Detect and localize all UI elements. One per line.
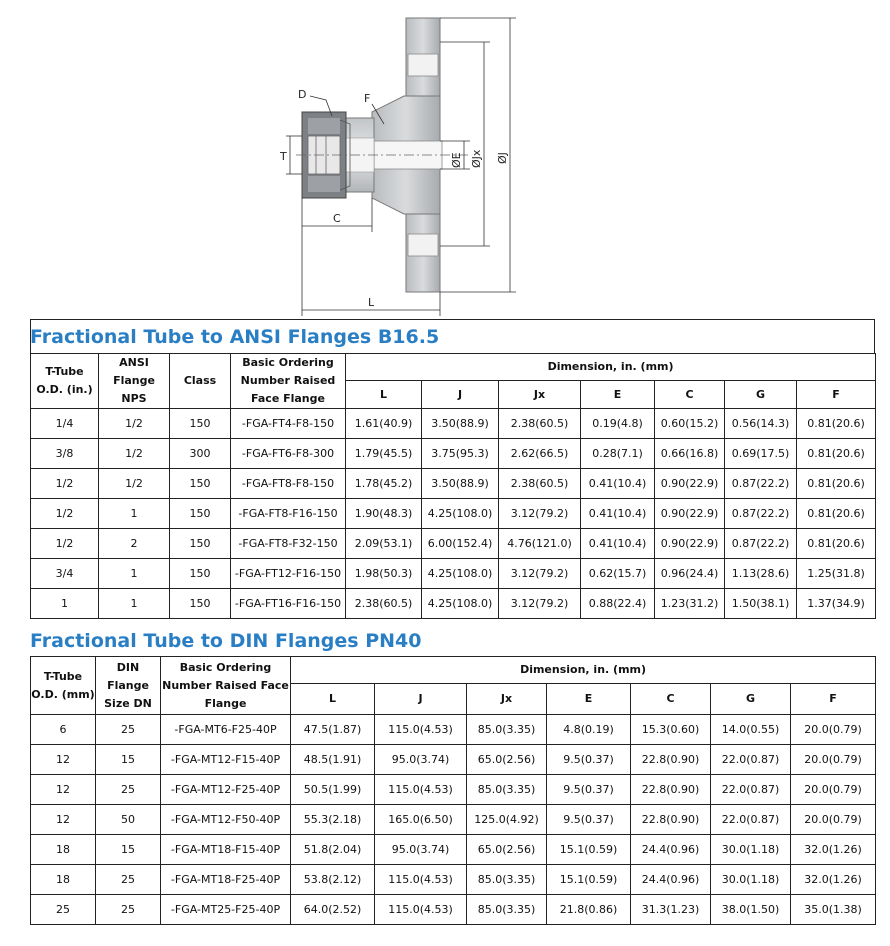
label-jx: ØJx <box>470 149 483 168</box>
table-cell: 6 <box>31 715 96 745</box>
table-cell: 15 <box>96 835 161 865</box>
table-row <box>31 439 876 469</box>
label-j: ØJ <box>496 152 509 164</box>
table-cell: 15.1(0.59) <box>547 865 631 895</box>
table-cell: 95.0(3.74) <box>375 835 467 865</box>
table-cell: 150 <box>170 589 231 619</box>
table-cell: 3.12(79.2) <box>499 589 581 619</box>
table-row <box>31 589 876 619</box>
table-cell: 3.12(79.2) <box>499 499 581 529</box>
table-cell: 0.90(22.9) <box>655 499 725 529</box>
table-cell: 31.3(1.23) <box>631 895 711 925</box>
din-header-dim-c: C <box>631 684 711 715</box>
table-cell: 14.0(0.55) <box>711 715 791 745</box>
table-row <box>31 409 876 439</box>
din-header-dim-jx: Jx <box>467 684 547 715</box>
table-cell: 1 <box>99 499 170 529</box>
table-row <box>31 499 876 529</box>
table-cell: -FGA-FT16-F16-150 <box>231 589 346 619</box>
table-cell: 48.5(1.91) <box>291 745 375 775</box>
table-cell: 0.41(10.4) <box>581 469 655 499</box>
table-cell: 22.0(0.87) <box>711 805 791 835</box>
table-cell: 35.0(1.38) <box>791 895 876 925</box>
table-cell: 150 <box>170 499 231 529</box>
table-cell: -FGA-FT8-F16-150 <box>231 499 346 529</box>
table-cell: 0.88(22.4) <box>581 589 655 619</box>
table-cell: 0.81(20.6) <box>797 469 876 499</box>
table-cell: 0.87(22.2) <box>725 499 797 529</box>
table-cell: 24.4(0.96) <box>631 835 711 865</box>
ansi-header-dim-f: F <box>797 381 876 409</box>
table-cell: 32.0(1.26) <box>791 835 876 865</box>
table-cell: 300 <box>170 439 231 469</box>
din-header-dim-g: G <box>711 684 791 715</box>
ansi-header-dim-c: C <box>655 381 725 409</box>
table-cell: 4.25(108.0) <box>422 589 499 619</box>
din-header-dim-j: J <box>375 684 467 715</box>
table-row <box>31 715 876 745</box>
table-cell: 25 <box>96 865 161 895</box>
table-cell: 1.13(28.6) <box>725 559 797 589</box>
table-cell: 2.38(60.5) <box>499 409 581 439</box>
table-cell: 0.90(22.9) <box>655 469 725 499</box>
table-cell: 1.25(31.8) <box>797 559 876 589</box>
table-cell: -FGA-FT12-F16-150 <box>231 559 346 589</box>
table-cell: 21.8(0.86) <box>547 895 631 925</box>
table-cell: -FGA-FT4-F8-150 <box>231 409 346 439</box>
table-cell: 0.96(24.4) <box>655 559 725 589</box>
table-cell: 50.5(1.99) <box>291 775 375 805</box>
table-cell: 95.0(3.74) <box>375 745 467 775</box>
table-cell: 150 <box>170 469 231 499</box>
table-cell: 9.5(0.37) <box>547 775 631 805</box>
ansi-table-body <box>31 409 876 619</box>
din-section-title: Fractional Tube to DIN Flanges PN40 <box>30 630 422 652</box>
din-header-flange-size: DIN Flange Size DN <box>96 657 161 715</box>
table-cell: 22.0(0.87) <box>711 745 791 775</box>
table-cell: 1.37(34.9) <box>797 589 876 619</box>
table-cell: 1.78(45.2) <box>346 469 422 499</box>
table-cell: 22.8(0.90) <box>631 745 711 775</box>
table-cell: 15.1(0.59) <box>547 835 631 865</box>
table-row <box>31 865 876 895</box>
table-cell: 0.87(22.2) <box>725 529 797 559</box>
table-cell: 2.38(60.5) <box>499 469 581 499</box>
din-header-dim-f: F <box>791 684 876 715</box>
table-cell: 1/2 <box>31 499 99 529</box>
table-row <box>31 559 876 589</box>
table-cell: 0.41(10.4) <box>581 499 655 529</box>
table-cell: 12 <box>31 745 96 775</box>
table-cell: 1.79(45.5) <box>346 439 422 469</box>
table-cell: 1.90(48.3) <box>346 499 422 529</box>
table-cell: 1/2 <box>99 469 170 499</box>
table-cell: 22.8(0.90) <box>631 805 711 835</box>
table-cell: 9.5(0.37) <box>547 805 631 835</box>
table-cell: 125.0(4.92) <box>467 805 547 835</box>
table-cell: 65.0(2.56) <box>467 745 547 775</box>
table-cell: 85.0(3.35) <box>467 715 547 745</box>
ansi-header-dim-g: G <box>725 381 797 409</box>
table-cell: 2.09(53.1) <box>346 529 422 559</box>
table-cell: 25 <box>96 715 161 745</box>
table-cell: 4.25(108.0) <box>422 559 499 589</box>
din-header-dim-l: L <box>291 684 375 715</box>
table-cell: 22.0(0.87) <box>711 775 791 805</box>
table-cell: 85.0(3.35) <box>467 865 547 895</box>
table-cell: 115.0(4.53) <box>375 775 467 805</box>
table-cell: 20.0(0.79) <box>791 715 876 745</box>
table-cell: -FGA-MT18-F15-40P <box>161 835 291 865</box>
flange-cross-section-drawing <box>0 0 890 320</box>
table-cell: 30.0(1.18) <box>711 865 791 895</box>
table-cell: 1/2 <box>99 439 170 469</box>
label-e: ØE <box>450 152 463 168</box>
table-cell: 25 <box>31 895 96 925</box>
label-f: F <box>364 92 371 105</box>
din-dimension-table <box>30 656 876 925</box>
table-cell: 2.38(60.5) <box>346 589 422 619</box>
table-cell: 0.81(20.6) <box>797 439 876 469</box>
ansi-dimension-table <box>30 353 876 619</box>
ansi-header-dim-l: L <box>346 381 422 409</box>
ansi-header-dim-e: E <box>581 381 655 409</box>
table-cell: 1/2 <box>31 529 99 559</box>
table-cell: 1/2 <box>31 469 99 499</box>
table-cell: 85.0(3.35) <box>467 895 547 925</box>
table-cell: 50 <box>96 805 161 835</box>
table-cell: 6.00(152.4) <box>422 529 499 559</box>
table-cell: 115.0(4.53) <box>375 865 467 895</box>
frame-top-rule <box>30 319 875 320</box>
table-cell: 0.66(16.8) <box>655 439 725 469</box>
table-cell: -FGA-FT6-F8-300 <box>231 439 346 469</box>
table-row <box>31 469 876 499</box>
table-cell: 51.8(2.04) <box>291 835 375 865</box>
table-cell: 3.75(95.3) <box>422 439 499 469</box>
table-cell: 4.25(108.0) <box>422 499 499 529</box>
table-cell: 3.50(88.9) <box>422 469 499 499</box>
table-cell: 0.60(15.2) <box>655 409 725 439</box>
table-cell: 4.8(0.19) <box>547 715 631 745</box>
table-cell: 18 <box>31 835 96 865</box>
table-cell: 32.0(1.26) <box>791 865 876 895</box>
table-cell: 85.0(3.35) <box>467 775 547 805</box>
table-cell: 20.0(0.79) <box>791 775 876 805</box>
ansi-section-title: Fractional Tube to ANSI Flanges B16.5 <box>30 326 440 348</box>
table-cell: -FGA-FT8-F32-150 <box>231 529 346 559</box>
din-table-body <box>31 715 876 925</box>
table-cell: 150 <box>170 559 231 589</box>
table-cell: 115.0(4.53) <box>375 715 467 745</box>
table-cell: 115.0(4.53) <box>375 895 467 925</box>
table-cell: 0.62(15.7) <box>581 559 655 589</box>
table-cell: 38.0(1.50) <box>711 895 791 925</box>
table-cell: 0.19(4.8) <box>581 409 655 439</box>
table-cell: 1.50(38.1) <box>725 589 797 619</box>
table-cell: 55.3(2.18) <box>291 805 375 835</box>
table-cell: 12 <box>31 805 96 835</box>
table-cell: 22.8(0.90) <box>631 775 711 805</box>
table-cell: 15.3(0.60) <box>631 715 711 745</box>
ansi-header-dimension: Dimension, in. (mm) <box>346 354 876 381</box>
label-c: C <box>333 212 341 225</box>
table-cell: -FGA-FT8-F8-150 <box>231 469 346 499</box>
table-cell: 1/4 <box>31 409 99 439</box>
table-cell: 150 <box>170 409 231 439</box>
table-cell: 1 <box>99 589 170 619</box>
table-cell: 0.41(10.4) <box>581 529 655 559</box>
ansi-header-flange-nps: ANSI Flange NPS <box>99 354 170 409</box>
table-row <box>31 745 876 775</box>
table-cell: 9.5(0.37) <box>547 745 631 775</box>
table-cell: -FGA-MT12-F15-40P <box>161 745 291 775</box>
table-cell: 12 <box>31 775 96 805</box>
table-cell: -FGA-MT25-F25-40P <box>161 895 291 925</box>
table-cell: 2 <box>99 529 170 559</box>
table-cell: 0.81(20.6) <box>797 499 876 529</box>
table-cell: 0.69(17.5) <box>725 439 797 469</box>
table-cell: 64.0(2.52) <box>291 895 375 925</box>
table-cell: 65.0(2.56) <box>467 835 547 865</box>
table-cell: -FGA-MT6-F25-40P <box>161 715 291 745</box>
table-cell: 0.87(22.2) <box>725 469 797 499</box>
table-cell: 20.0(0.79) <box>791 805 876 835</box>
table-cell: 30.0(1.18) <box>711 835 791 865</box>
table-cell: 20.0(0.79) <box>791 745 876 775</box>
table-cell: 0.81(20.6) <box>797 409 876 439</box>
table-cell: 25 <box>96 895 161 925</box>
table-cell: 25 <box>96 775 161 805</box>
table-cell: 4.76(121.0) <box>499 529 581 559</box>
din-header-ordering-number: Basic Ordering Number Raised Face Flange <box>161 657 291 715</box>
table-cell: 1.98(50.3) <box>346 559 422 589</box>
table-cell: 1/2 <box>99 409 170 439</box>
ansi-header-dim-jx: Jx <box>499 381 581 409</box>
ansi-header-ordering-number: Basic Ordering Number Raised Face Flange <box>231 354 346 409</box>
din-header-dimension: Dimension, in. (mm) <box>291 657 876 684</box>
table-cell: -FGA-MT18-F25-40P <box>161 865 291 895</box>
table-cell: -FGA-MT12-F50-40P <box>161 805 291 835</box>
table-cell: 3/8 <box>31 439 99 469</box>
table-cell: -FGA-MT12-F25-40P <box>161 775 291 805</box>
table-cell: 3/4 <box>31 559 99 589</box>
table-cell: 18 <box>31 865 96 895</box>
table-cell: 1.61(40.9) <box>346 409 422 439</box>
table-row <box>31 895 876 925</box>
table-cell: 0.81(20.6) <box>797 529 876 559</box>
label-d: D <box>298 88 307 101</box>
table-cell: 165.0(6.50) <box>375 805 467 835</box>
table-cell: 0.28(7.1) <box>581 439 655 469</box>
table-cell: 1 <box>31 589 99 619</box>
label-l: L <box>368 296 375 309</box>
table-cell: 53.8(2.12) <box>291 865 375 895</box>
ansi-header-dim-j: J <box>422 381 499 409</box>
table-cell: 15 <box>96 745 161 775</box>
ansi-header-tube-od: T-Tube O.D. (in.) <box>31 354 99 409</box>
table-cell: 24.4(0.96) <box>631 865 711 895</box>
table-cell: 3.12(79.2) <box>499 559 581 589</box>
table-cell: 1 <box>99 559 170 589</box>
table-row <box>31 835 876 865</box>
table-cell: 150 <box>170 529 231 559</box>
table-cell: 1.23(31.2) <box>655 589 725 619</box>
ansi-header-class: Class <box>170 354 231 409</box>
din-header-dim-e: E <box>547 684 631 715</box>
frame-right-rule <box>874 319 875 353</box>
label-t: T <box>280 150 287 163</box>
din-header-tube-od: T-Tube O.D. (mm) <box>31 657 96 715</box>
table-cell: 3.50(88.9) <box>422 409 499 439</box>
table-cell: 47.5(1.87) <box>291 715 375 745</box>
table-row <box>31 805 876 835</box>
table-cell: 2.62(66.5) <box>499 439 581 469</box>
table-cell: 0.56(14.3) <box>725 409 797 439</box>
table-row <box>31 775 876 805</box>
table-cell: 0.90(22.9) <box>655 529 725 559</box>
table-row <box>31 529 876 559</box>
